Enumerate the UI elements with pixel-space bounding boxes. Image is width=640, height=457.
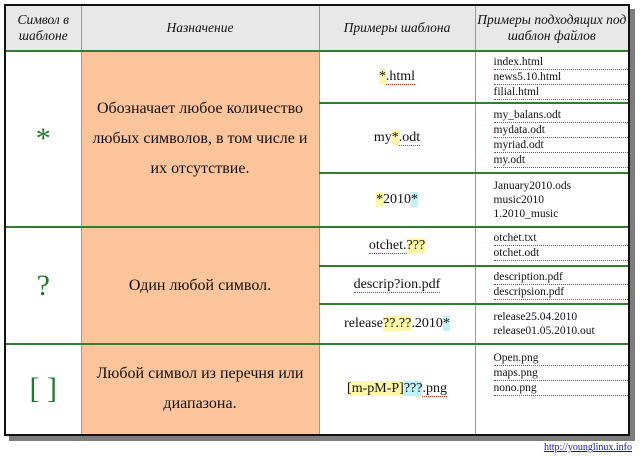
header-matching-examples: Примеры подходящих под шаблон файлов (475, 6, 628, 51)
wildcard-highlight: * (411, 192, 418, 208)
wildcard-highlight: ??.?? (383, 315, 412, 331)
file-name: description.pdf (494, 270, 629, 285)
file-name: news5.10.html (494, 70, 629, 85)
pattern-text: .html (385, 69, 416, 85)
description-star: Обозначает любое количество любых символов, в том числе и их отсутствие. (81, 51, 319, 227)
pattern-text: descrip?ion.pdf (353, 276, 441, 292)
table-row (6, 51, 628, 103)
file-name: otchet.txt (494, 231, 629, 246)
file-name: myriad.odt (494, 138, 629, 153)
pattern-text: otchet. (368, 238, 407, 254)
table-row (6, 227, 628, 265)
wildcard-highlight: * (376, 192, 383, 208)
wildcard-table-frame (4, 4, 630, 436)
symbol-star: * (6, 51, 81, 227)
pattern-text: .png (422, 381, 447, 397)
pattern-cell (319, 51, 475, 103)
header-pattern-examples: Примеры шаблона (319, 6, 475, 51)
symbol-brackets: [ ] (6, 344, 81, 434)
file-name: my.odt (494, 153, 629, 168)
wildcard-highlight: [m-pM-P] (347, 381, 404, 397)
header-symbol: Символ в шаблоне (6, 6, 81, 51)
pattern-text: release (344, 315, 383, 331)
file-name: Open.png (494, 351, 629, 366)
files-cell (475, 344, 628, 434)
pattern-cell (319, 266, 475, 304)
wildcard-highlight: * (378, 69, 386, 85)
source-link[interactable]: http://younglinux.info (543, 442, 632, 453)
pattern-text: .odt (398, 130, 421, 146)
wildcard-highlight: ??? (406, 238, 426, 254)
file-name: maps.png (494, 366, 629, 381)
file-name: January2010.ods (493, 180, 572, 193)
wildcard-highlight: * (442, 315, 450, 331)
file-name: nono.png (494, 381, 629, 396)
description-question: Один любой символ. (81, 227, 319, 343)
pattern-cell (319, 103, 475, 173)
file-name: release25.04.2010 (493, 310, 578, 323)
file-name: filial.html (494, 85, 629, 100)
description-brackets: Любой символ из перечня или диапазона. (81, 344, 319, 434)
file-name: mydata.odt (494, 123, 629, 138)
file-name: descripsion.pdf (494, 285, 629, 300)
wildcard-table (6, 6, 628, 434)
files-cell (475, 103, 628, 173)
pattern-cell (319, 304, 475, 344)
table-header-row (6, 6, 628, 51)
file-name: index.html (494, 55, 629, 70)
file-name: release01.05.2010.out (493, 324, 595, 337)
pattern-cell (319, 227, 475, 265)
file-name: otchet.odt (494, 246, 629, 261)
files-cell (475, 266, 628, 304)
wildcard-highlight: ??? (403, 381, 423, 397)
files-cell (475, 304, 628, 344)
symbol-question: ? (6, 227, 81, 343)
table-row (6, 344, 628, 434)
file-name: 1.2010_music (493, 208, 559, 221)
files-cell (475, 51, 628, 103)
header-purpose: Назначение (81, 6, 319, 51)
pattern-text: 2010 (383, 192, 411, 208)
file-name: my_balans.odt (494, 108, 629, 123)
pattern-text: my (373, 130, 392, 146)
files-cell (475, 227, 628, 265)
pattern-cell (319, 173, 475, 227)
files-cell (475, 173, 628, 227)
pattern-cell (319, 344, 475, 434)
wildcard-highlight: * (391, 130, 399, 146)
pattern-text: .2010 (411, 315, 443, 331)
file-name: music2010 (493, 194, 544, 207)
